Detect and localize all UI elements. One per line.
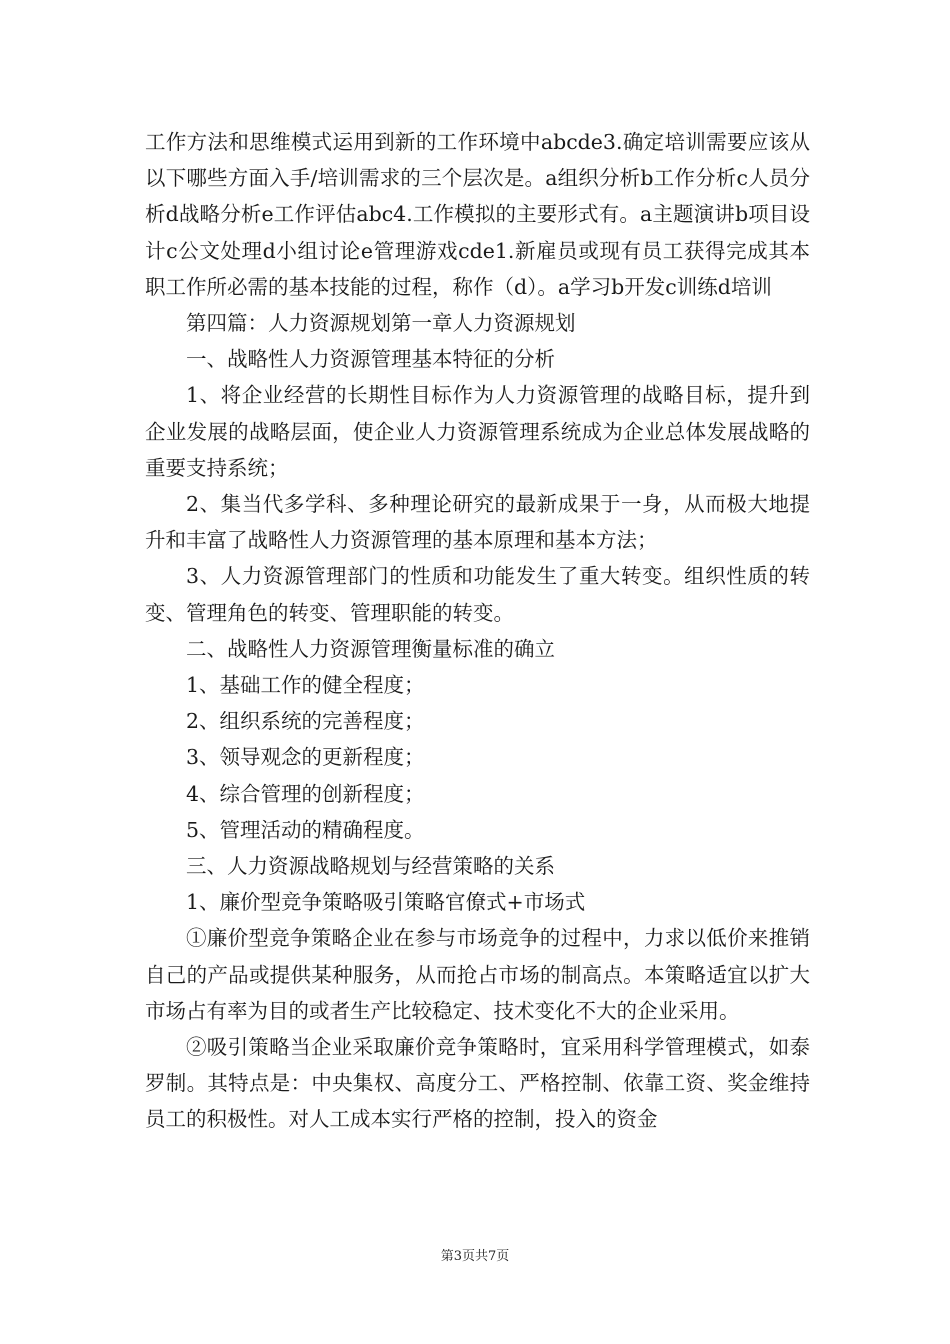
document-body bbox=[145, 124, 810, 1138]
list-item: 3、人力资源管理部门的性质和功能发生了重大转变。组织性质的转变、管理角色的转变、管理职能的转变。 bbox=[145, 564, 810, 625]
list-item: 3、领导观念的更新程度； bbox=[186, 745, 425, 770]
list-item: 1、廉价型竞争策略吸引策略官僚式+市场式 bbox=[186, 890, 586, 915]
section-heading-3: 三、人力资源战略规划与经营策略的关系 bbox=[186, 854, 555, 879]
list-item: 2、集当代多学科、多种理论研究的最新成果于一身，从而极大地提升和丰富了战略性人力资源管理的基本原理和基本方法； bbox=[145, 492, 810, 553]
page-number: 第3页共7页 bbox=[440, 1249, 510, 1264]
section-heading-2: 二、战略性人力资源管理衡量标准的确立 bbox=[186, 636, 555, 661]
list-item: 5、管理活动的精确程度。 bbox=[186, 817, 425, 842]
paragraph-low-price-strategy: ①廉价型竞争策略企业在参与市场竞争的过程中，力求以低价来推销自己的产品或提供某种服务，从而抢占市场的制高点。本策略适宜以扩大市场占有率为目的或者生产比较稳定、技术变化不大的企业采用。 bbox=[145, 926, 810, 1023]
paragraph-training-questions: 工作方法和思维模式运用到新的工作环境中abcde3.确定培训需要应该从以下哪些方面入手/培训需求的三个层次是。a组织分析b工作分析c人员分析d战略分析e工作评估abc4.工作模拟的主要形式有。a主题演讲b项目设计c公文处理d小组讨论e管理游戏cde1.新雇员或现有员工获得完成其本职工作所必需的基本技能的过程，称作（d）。a学习b开发c训练d培训 bbox=[145, 130, 810, 299]
list-item: 1、将企业经营的长期性目标作为人力资源管理的战略目标，提升到企业发展的战略层面，使企业人力资源管理系统成为企业总体发展战略的重要支持系统； bbox=[145, 383, 810, 480]
list-item: 1、基础工作的健全程度； bbox=[186, 673, 425, 698]
section-heading-1: 一、战略性人力资源管理基本特征的分析 bbox=[186, 347, 555, 372]
paragraph-attraction-strategy: ②吸引策略当企业采取廉价竞争策略时，宜采用科学管理模式，如泰罗制。其特点是：中央集权、高度分工、严格控制、依靠工资、奖金维持员工的积极性。对人工成本实行严格的控制，投入的资金 bbox=[145, 1035, 810, 1132]
chapter-heading: 第四篇：人力资源规划第一章人力资源规划 bbox=[186, 311, 576, 336]
list-item: 4、综合管理的创新程度； bbox=[186, 781, 425, 806]
list-item: 2、组织系统的完善程度； bbox=[186, 709, 425, 734]
